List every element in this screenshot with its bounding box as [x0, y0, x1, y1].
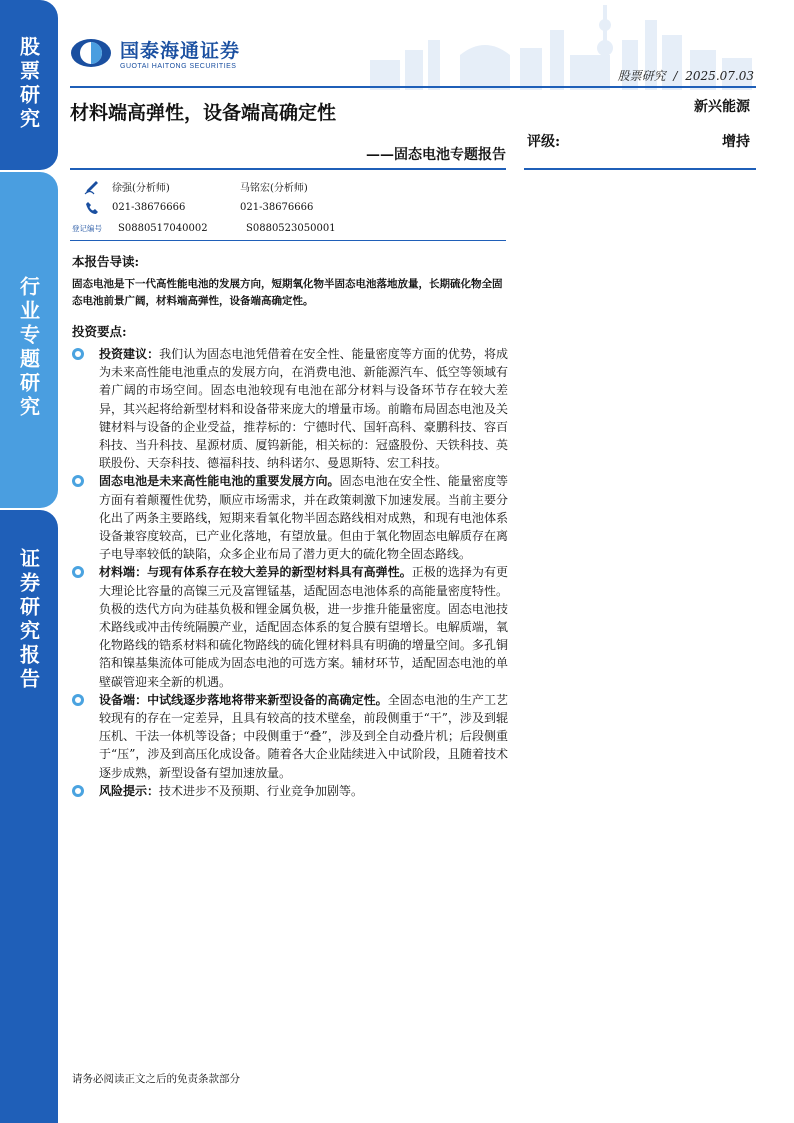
- point-text: 正极的选择为有更大理论比容量的高镍三元及富锂锰基，适配固态电池体系的高能量密度特性。负极的迭代方向为硅基负极和锂金属负极，进一步推升能量密度。固态电池技术路线或冲击传统隔膜产业，适配固态体系的复合膜有望增长。电解质端，氧化物路线的锆系材料和硫化物路线的硫化锂材料具有明确的增量空间。多孔铜箔和镍基集流体可能成为固态电池的可选方案。辅材环节，适配固态电池的单壁碳管迎来全新的机遇。: [99, 565, 508, 689]
- point-lead: 固态电池是未来高性能电池的重要发展方向。: [99, 474, 340, 489]
- company-logo: [70, 36, 240, 70]
- registration-label: 登记编号: [72, 224, 102, 233]
- header-separator: /: [673, 69, 678, 83]
- report-type: 股票研究: [617, 69, 666, 83]
- sidebar-label: 股票研究: [16, 36, 41, 132]
- sidebar-label: 证券研究报告: [16, 548, 41, 692]
- sidebar-block-stock-research: [0, 0, 58, 170]
- report-date: 2025.07.03: [685, 69, 754, 83]
- disclaimer-footer: 请务必阅读正文之后的免责条款部分: [72, 1073, 240, 1085]
- guide-text: 固态电池是下一代高性能电池的发展方向，短期氧化物半固态电池落地放量，长期硫化物全固态电池前景广阔，材料端高弹性，设备端高确定性。: [72, 278, 503, 307]
- point-lead: 风险提示：: [99, 783, 160, 798]
- title-rule: [70, 168, 506, 170]
- sidebar-block-securities-report: [0, 510, 58, 1123]
- rating-rule: [524, 168, 756, 170]
- analyst-rule: [70, 240, 506, 241]
- point-lead: 材料端：与现有体系存在较大差异的新型材料具有高弹性。: [99, 565, 412, 580]
- list-item: [72, 345, 508, 472]
- analyst-info: [72, 176, 506, 239]
- analyst-name: 徐强(分析师): [112, 183, 170, 194]
- header-rule: [70, 86, 756, 88]
- bullet-icon: [72, 785, 84, 797]
- list-item: [72, 472, 508, 563]
- pen-icon: [72, 179, 112, 195]
- analyst-name: 马铭宏(分析师): [240, 183, 308, 194]
- point-text: 固态电池在安全性、能量密度等方面有着颠覆性优势，顺应市场需求，并在政策刺激下加速发展。当前主要分化出了两条主要路线，短期来看氧化物半固态路线相对成熟，和现有电池体系设备兼容度较高，已产业化落地，有望放量。但由于氧化物固态电解质存在离子电导率较低的缺陷，众多企业布局了潜力更大的硫化物全固态路线。: [99, 474, 508, 562]
- logo-text-cn: 国泰海通证券: [120, 40, 241, 62]
- analyst-phone: 021-38676666: [240, 202, 314, 213]
- bullet-icon: [72, 475, 84, 487]
- bullet-icon: [72, 566, 84, 578]
- point-text: 我们认为固态电池凭借着在安全性、能量密度等方面的优势，将成为未来高性能电池重点的发展方向，在消费电池、新能源汽车、低空等领域有着广阔的市场空间。固态电池较现有电池在部分材料与设备环节存在较大差异，其兴起将给新型材料和设备带来庞大的增量市场。前瞻布局固态电池及关键材料与设备的企业受益，推荐标的：宁德时代、国轩高科、豪鹏科技、容百科技、当升科技、星源材质、厦钨新能，相关标的：冠盛股份、天铁科技、英联股份、天奈科技、德福科技、纳科诺尔、曼恩斯特、宏工科技。: [99, 347, 508, 471]
- bullet-icon: [72, 694, 84, 706]
- analyst-registration: S0880523050001: [246, 223, 336, 234]
- list-item: [72, 563, 508, 690]
- header-meta: [618, 67, 754, 84]
- list-item: [72, 782, 508, 800]
- analyst-phone: 021-38676666: [112, 202, 186, 213]
- page-subtitle: ——固态电池专题报告: [366, 147, 506, 163]
- guide-heading: 本报告导读:: [72, 254, 140, 269]
- logo-text-en: GUOTAI HAITONG SECURITIES: [120, 63, 237, 70]
- sector-label: 新兴能源: [694, 99, 750, 115]
- page-title: 材料端高弹性，设备端高确定性: [70, 102, 337, 124]
- investment-points: [72, 345, 508, 800]
- rating-label: 评级:: [527, 134, 561, 150]
- rating-value: 增持: [722, 134, 750, 150]
- logo-icon: [70, 38, 112, 68]
- sidebar-label: 行业专题研究: [16, 276, 41, 420]
- sidebar-block-industry-research: [0, 172, 58, 508]
- point-lead: 设备端：中试线逐步落地将带来新型设备的高确定性。: [99, 692, 388, 707]
- points-heading: 投资要点:: [72, 324, 127, 339]
- phone-icon: [72, 201, 112, 215]
- analyst-registration: S0880517040002: [118, 223, 208, 234]
- point-text: 全固态电池的生产工艺较现有的存在一定差异，且具有较高的技术壁垒，前段侧重于“干”，涉及到辊压机、干法一体机等设备；中段侧重于“叠”，涉及到全自动叠片机；后段侧重于“压”，涉及到高压化成设备。随着各大企业陆续进入中试阶段，且随着技术逐步成熟，新型设备有望加速放量。: [99, 692, 508, 780]
- list-item: [72, 691, 508, 782]
- point-text: 技术进步不及预期、行业竞争加剧等。: [159, 783, 364, 798]
- point-lead: 投资建议：: [99, 347, 160, 361]
- sidebar: [0, 0, 58, 1123]
- bullet-icon: [72, 348, 84, 360]
